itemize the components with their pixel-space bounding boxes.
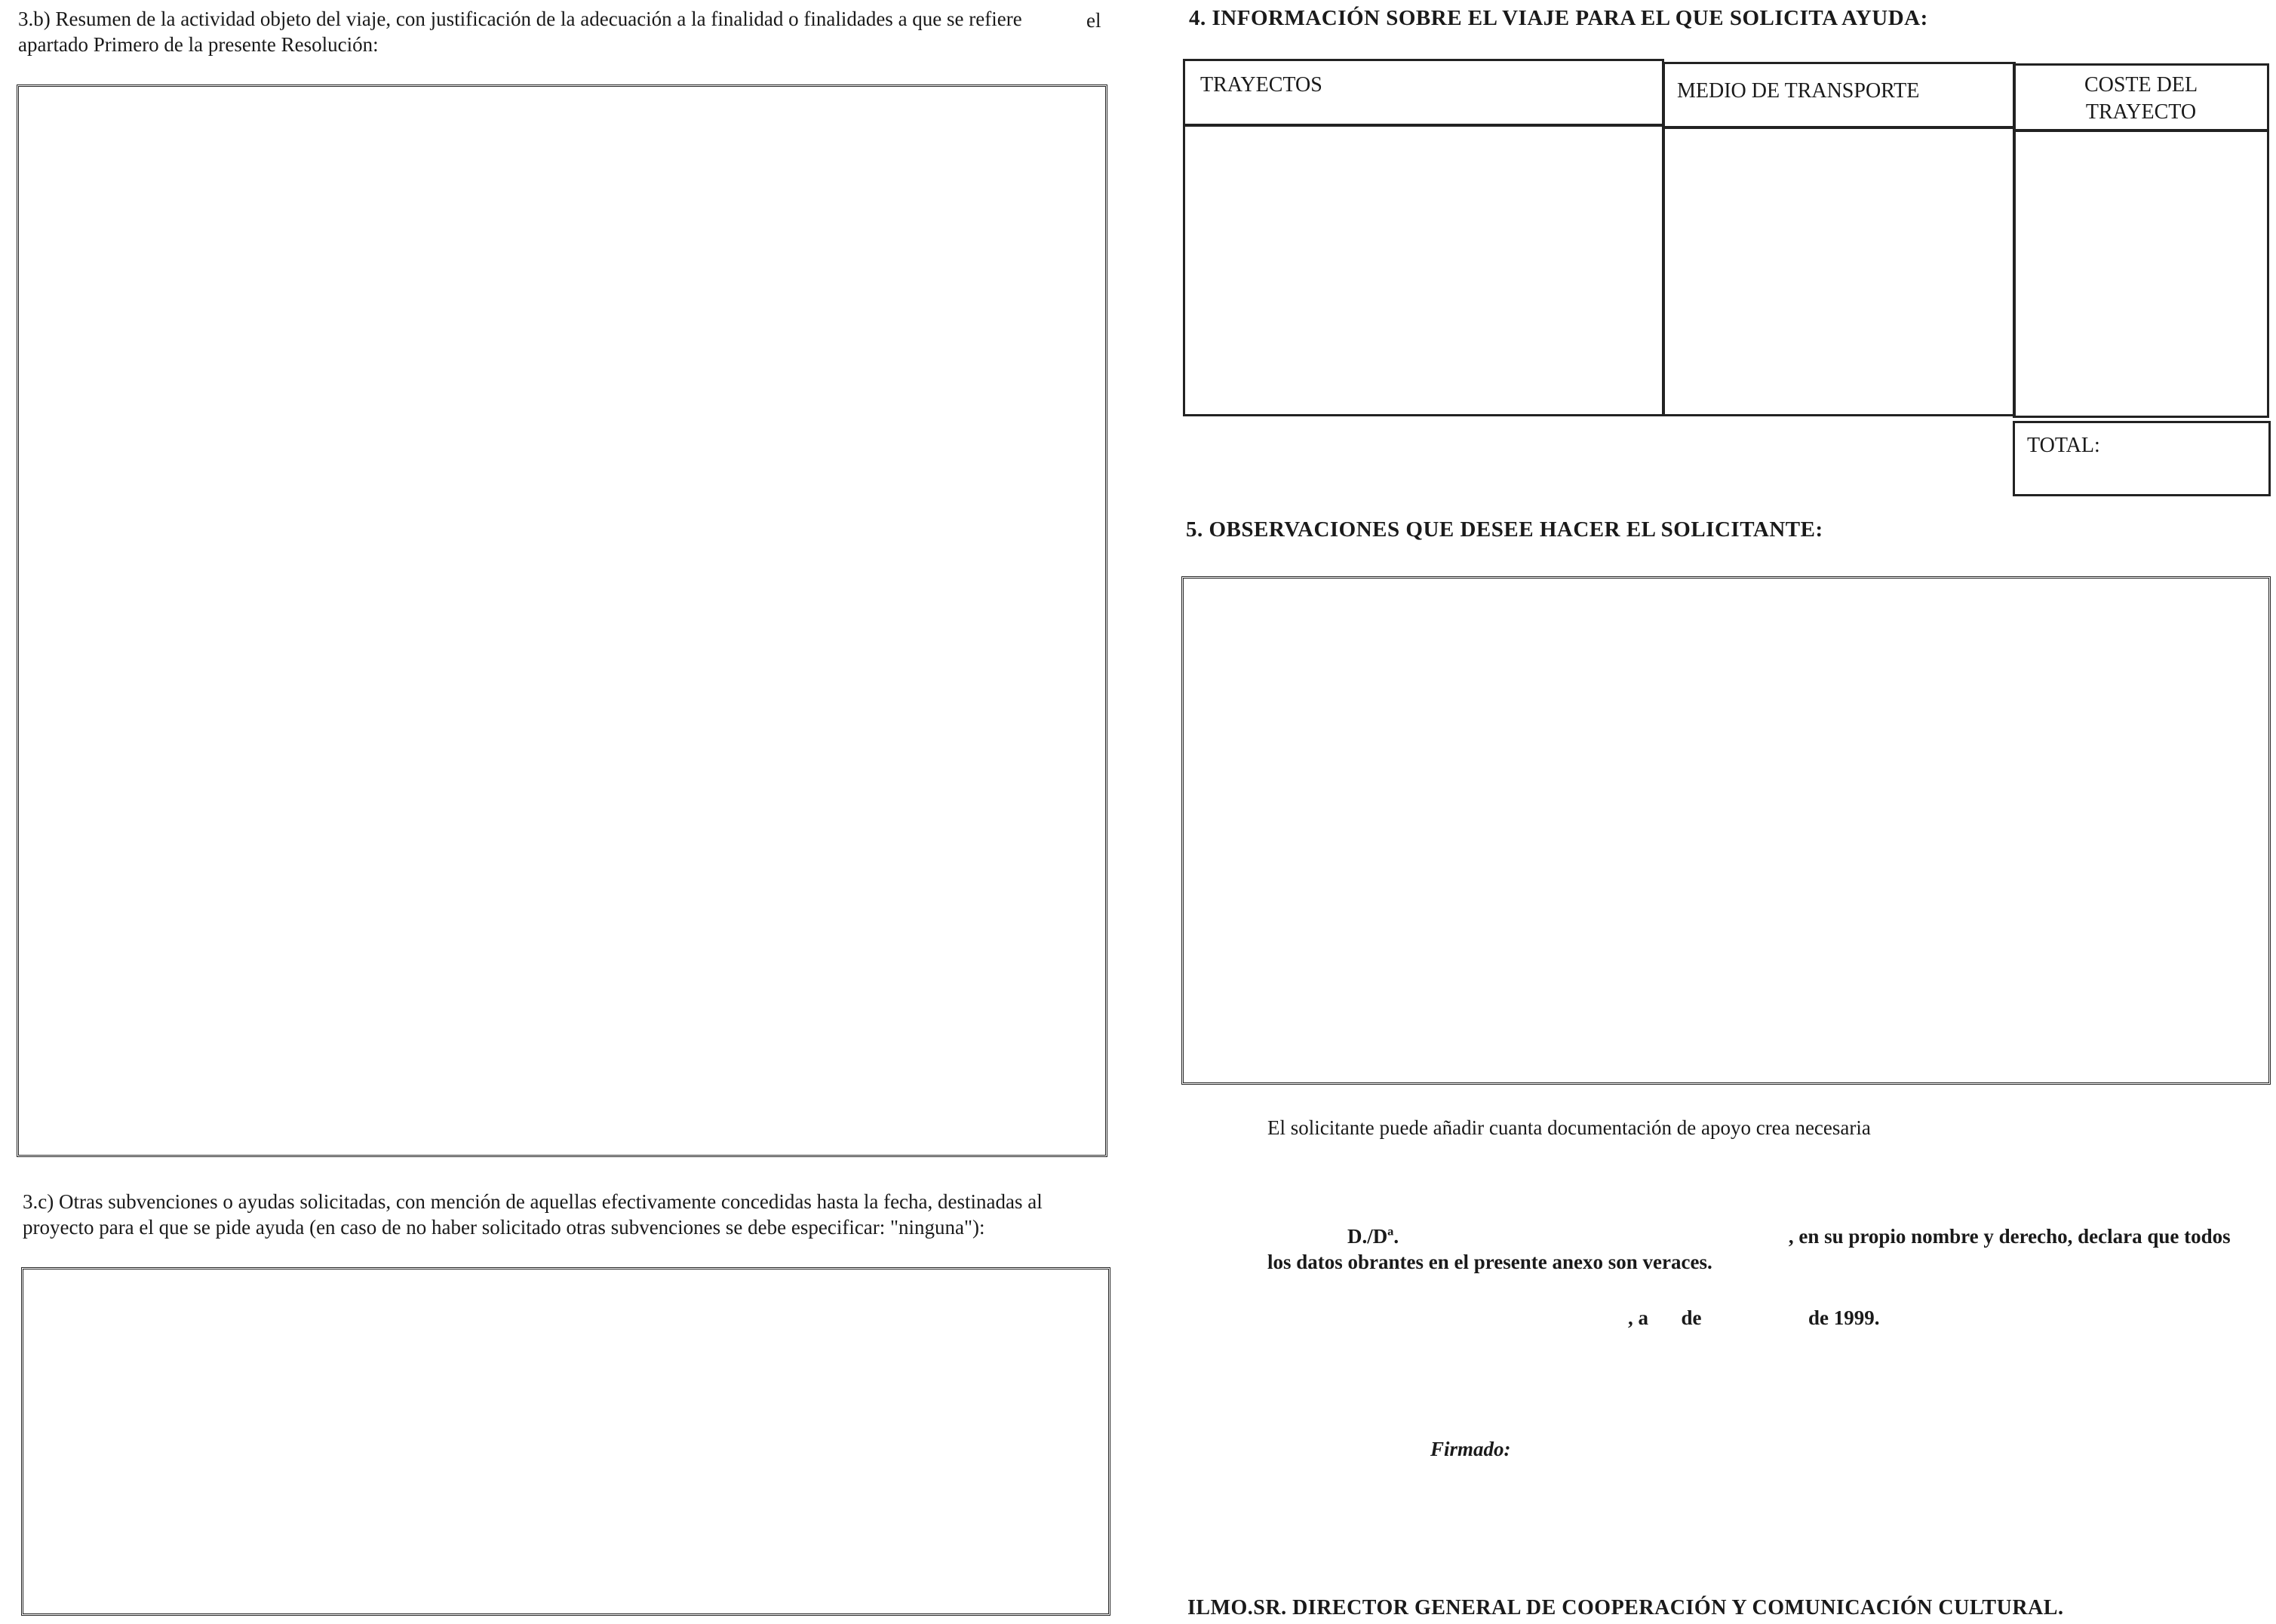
addressee: ILMO.SR. DIRECTOR GENERAL DE COOPERACIÓN Y COMUNICACIÓN CULTURAL. xyxy=(1187,1596,2064,1619)
declaration-suffix: , en su propio nombre y derecho, declara que todos xyxy=(1788,1225,2231,1248)
date-line xyxy=(1430,1305,1880,1331)
cell-coste-trayecto[interactable] xyxy=(2013,130,2269,418)
section-3b-line2: apartado Primero de la presente Resolución: xyxy=(18,33,379,56)
total-label: TOTAL: xyxy=(2027,434,2100,457)
total-cell[interactable] xyxy=(2013,421,2271,496)
signature-field[interactable] xyxy=(1516,1436,1814,1456)
table-header-coste xyxy=(2013,63,2269,131)
date-a-label: , a xyxy=(1628,1306,1648,1329)
col-coste-label-line2: TRAYECTO xyxy=(2085,100,2197,124)
place-field[interactable] xyxy=(1430,1305,1628,1325)
signature-line xyxy=(1430,1436,1814,1462)
section-3b-text-line1 xyxy=(18,6,1022,32)
date-year-label: de 1999. xyxy=(1808,1306,1880,1329)
name-field[interactable] xyxy=(1404,1223,1789,1243)
section-3b-textarea[interactable] xyxy=(17,84,1107,1157)
day-field[interactable] xyxy=(1654,1305,1676,1325)
declaration-line1 xyxy=(1347,1223,2231,1249)
month-field[interactable] xyxy=(1706,1305,1803,1325)
section-3c-textarea[interactable] xyxy=(21,1267,1110,1616)
declaration-prefix: D./Dª. xyxy=(1347,1225,1399,1248)
cell-medio-transporte[interactable] xyxy=(1663,127,2016,416)
section-5-textarea[interactable] xyxy=(1181,576,2271,1085)
section-3b-line1: 3.b) Resumen de la actividad objeto del viaje, con justificación de la adecuación a la finalidad o finalidades a que se refiere xyxy=(18,8,1022,30)
section-3b-line1-end: el xyxy=(1086,9,1101,32)
col-coste-label-line1: COSTE DEL xyxy=(2084,73,2198,97)
declaration-line2: los datos obrantes en el presente anexo son veraces. xyxy=(1267,1251,1712,1273)
table-header-medio xyxy=(1663,62,2016,128)
section-3c-line1: 3.c) Otras subvenciones o ayudas solicitadas, con mención de aquellas efectivamente concedidas hasta la fecha, destinadas al xyxy=(23,1190,1043,1213)
cell-trayectos[interactable] xyxy=(1183,124,1664,416)
table-header-trayectos xyxy=(1183,59,1664,127)
section-5-heading: 5. OBSERVACIONES QUE DESEE HACER EL SOLICITANTE: xyxy=(1186,517,1823,542)
date-de-label: de xyxy=(1681,1306,1702,1329)
section-4-heading: 4. INFORMACIÓN SOBRE EL VIAJE PARA EL QUE SOLICITA AYUDA: xyxy=(1189,6,1928,30)
section-5-note: El solicitante puede añadir cuanta documentación de apoyo crea necesaria xyxy=(1267,1116,1871,1139)
section-3c-line2: proyecto para el que se pide ayuda (en caso de no haber solicitado otras subvenciones se debe especificar: "ninguna"): xyxy=(23,1216,985,1239)
col-trayectos-label: TRAYECTOS xyxy=(1200,73,1322,97)
col-medio-label: MEDIO DE TRANSPORTE xyxy=(1677,79,1920,103)
signed-label: Firmado: xyxy=(1430,1438,1511,1460)
